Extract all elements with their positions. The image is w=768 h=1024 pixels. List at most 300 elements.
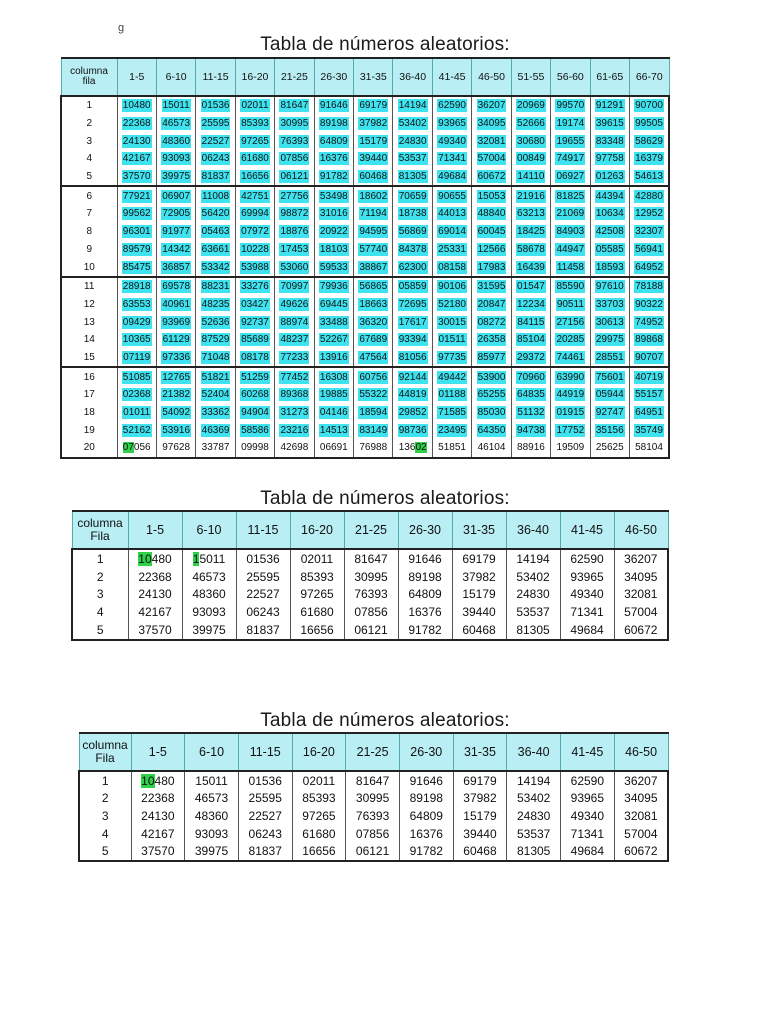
- table-row: [61, 439, 669, 458]
- cell-value: 09998: [241, 442, 269, 454]
- random-number-cell: [511, 132, 550, 150]
- random-number-cell: [551, 421, 590, 439]
- random-number-cell: [156, 96, 195, 115]
- table-row: [61, 132, 669, 150]
- cell-value: 64809: [409, 808, 443, 823]
- cell-value: 05944: [595, 389, 624, 401]
- random-number-cell: [275, 132, 314, 150]
- cell-value: 77921: [122, 190, 151, 202]
- random-number-cell: [196, 439, 235, 458]
- corner-header: [79, 733, 131, 771]
- cell-value: 17453: [280, 243, 309, 255]
- cell-value: 22368: [138, 569, 172, 584]
- cell-value: 34095: [624, 791, 658, 806]
- cell-value: 53916: [162, 424, 191, 436]
- random-number-cell: [393, 367, 432, 386]
- cell-value: 53988: [241, 261, 269, 273]
- cell-value: 53402: [516, 791, 551, 806]
- cell-value: 99562: [122, 208, 151, 220]
- row-number: 5: [61, 168, 117, 187]
- cell-value: 06243: [248, 826, 282, 841]
- random-number-cell: [156, 386, 195, 404]
- random-number-cell: [432, 386, 471, 404]
- random-number-cell: [614, 807, 668, 825]
- random-number-cell: [235, 96, 274, 115]
- random-number-cell: [432, 296, 471, 314]
- cell-value: 18594: [359, 407, 388, 419]
- cell-value: 89198: [319, 118, 348, 130]
- random-number-cell: [511, 115, 550, 133]
- random-number-cell: [156, 168, 195, 187]
- cell-value: 63213: [517, 208, 545, 220]
- cell-value: 16656: [300, 623, 334, 638]
- random-number-cell: [196, 349, 235, 368]
- cell-value: 71341: [438, 153, 466, 165]
- column-header: 46-50: [614, 511, 668, 549]
- cell-value: 90322: [635, 298, 663, 310]
- row-number: 12: [61, 296, 117, 314]
- cell-value: 51851: [438, 442, 466, 454]
- random-number-cell: [511, 205, 550, 223]
- random-number-cell: [472, 349, 511, 368]
- row-number: 13: [61, 313, 117, 331]
- highlighted-digits: 1: [192, 551, 200, 566]
- cell-value: 42508: [595, 226, 624, 238]
- random-number-cell: [511, 296, 550, 314]
- column-header: 31-35: [452, 511, 506, 549]
- cell-value: 29372: [517, 351, 545, 363]
- table-row: [61, 241, 669, 259]
- random-number-cell: [506, 549, 560, 568]
- random-number-cell: [590, 331, 629, 349]
- column-header: 36-40: [507, 733, 561, 771]
- random-number-cell: [432, 96, 471, 115]
- random-number-cell: [314, 404, 353, 422]
- cell-value: 97336: [162, 351, 191, 363]
- cell-value: 76988: [359, 442, 388, 454]
- random-number-cell: [398, 568, 452, 586]
- cell-value: 32307: [635, 226, 663, 238]
- cell-value: 84378: [398, 243, 427, 255]
- cell-value: 04146: [319, 407, 348, 419]
- random-number-cell: [590, 258, 629, 277]
- random-number-cell: [128, 568, 182, 586]
- random-number-cell: [238, 825, 292, 843]
- random-number-cell: [393, 258, 432, 277]
- cell-value: 37982: [462, 569, 496, 584]
- cell-value: 06907: [162, 190, 191, 202]
- cell-value: 05859: [398, 281, 427, 293]
- cell-value: 16308: [319, 371, 348, 383]
- cell-value: 58629: [635, 135, 663, 147]
- row-number: 19: [61, 421, 117, 439]
- random-number-cell: [399, 807, 453, 825]
- random-number-cell: [235, 421, 274, 439]
- random-number-cell: [399, 771, 453, 790]
- cell-value: 85393: [302, 791, 336, 806]
- random-number-cell: [432, 313, 471, 331]
- cell-value: 97610: [595, 281, 624, 293]
- random-number-cell: [314, 115, 353, 133]
- column-header: 21-25: [346, 733, 400, 771]
- random-number-cell: [393, 168, 432, 187]
- random-number-cell: [314, 223, 353, 241]
- cell-value: 39975: [194, 844, 229, 859]
- cell-value: 60756: [359, 371, 388, 383]
- cell-value: 39975: [162, 171, 191, 183]
- cell-value: 56865: [359, 281, 388, 293]
- cell-value: 06121: [280, 171, 309, 183]
- random-number-cell: [290, 549, 344, 568]
- random-number-cell: [156, 150, 195, 168]
- random-number-cell: [275, 96, 314, 115]
- cell-value: 14110: [517, 171, 545, 183]
- random-number-cell: [629, 386, 669, 404]
- random-number-cell: [590, 404, 629, 422]
- cell-value: 46573: [162, 118, 191, 130]
- cell-value: 25595: [248, 791, 282, 806]
- cell-value: 24130: [141, 808, 175, 823]
- corner-columna: columna: [77, 516, 123, 531]
- random-number-cell: [156, 296, 195, 314]
- random-number-cell: [182, 568, 236, 586]
- cell-value: 89368: [280, 389, 309, 401]
- random-number-cell: [354, 186, 393, 205]
- table-row: [72, 549, 668, 568]
- corner-header: [72, 511, 128, 549]
- random-number-cell: [452, 621, 506, 640]
- cell-value: 02368: [122, 389, 151, 401]
- cell-value: 17752: [556, 424, 585, 436]
- table-row: [72, 621, 668, 640]
- cell-value: 37570: [141, 844, 175, 859]
- random-number-cell: [290, 586, 344, 604]
- random-number-cell: [472, 404, 511, 422]
- random-number-cell: [511, 439, 550, 458]
- random-number-cell: [511, 186, 550, 205]
- column-header: 6-10: [182, 511, 236, 549]
- cell-value: 14342: [162, 243, 191, 255]
- random-number-cell: [182, 621, 236, 640]
- cell-value: 05585: [595, 243, 624, 255]
- random-number-cell: [196, 331, 235, 349]
- cell-value: 18602: [359, 190, 388, 202]
- cell-value: 01188: [438, 389, 466, 401]
- random-number-cell: [590, 421, 629, 439]
- random-number-cell: [275, 367, 314, 386]
- random-number-cell: [432, 439, 471, 458]
- random-number-cell: [511, 168, 550, 187]
- cell-value: 01536: [246, 551, 280, 566]
- random-number-cell: [128, 549, 182, 568]
- random-number-cell: [432, 421, 471, 439]
- column-header: 31-35: [453, 733, 507, 771]
- cell-value: 35749: [635, 424, 663, 436]
- cell-value: 07119: [123, 351, 151, 363]
- cell-value: 91646: [408, 551, 442, 566]
- row-number: 2: [72, 568, 128, 586]
- cell-value: 18593: [595, 261, 624, 273]
- table-row: [79, 790, 668, 808]
- cell-value: 51259: [241, 371, 269, 383]
- cell-value: 69014: [438, 226, 466, 238]
- random-number-cell: [551, 439, 590, 458]
- cell-value: 15011: [195, 773, 228, 788]
- cell-value: 42167: [122, 153, 151, 165]
- random-number-cell: [292, 825, 346, 843]
- cell-value: 12234: [517, 298, 545, 310]
- random-number-cell: [354, 439, 393, 458]
- row-number: 3: [61, 132, 117, 150]
- random-number-cell: [117, 186, 156, 205]
- cell-value: 39440: [462, 605, 496, 620]
- cell-value: 00849: [517, 153, 545, 165]
- random-number-cell: [399, 825, 453, 843]
- cell-value: 44947: [556, 243, 585, 255]
- cell-value: 19655: [556, 135, 585, 147]
- cell-value: 76393: [280, 135, 309, 147]
- cell-value: 36207: [624, 551, 658, 566]
- cell-value: 39440: [359, 153, 388, 165]
- column-header: 31-35: [354, 58, 393, 96]
- random-number-cell: [590, 205, 629, 223]
- random-number-cell: [511, 367, 550, 386]
- cell-value: 89868: [635, 334, 663, 346]
- cell-value: 08158: [438, 261, 466, 273]
- cell-value: 85030: [477, 407, 506, 419]
- random-number-cell: [590, 296, 629, 314]
- random-number-cell: [452, 603, 506, 621]
- random-number-cell: [393, 313, 432, 331]
- cell-value: 55322: [359, 389, 388, 401]
- cell-value: 46573: [194, 791, 229, 806]
- random-number-cell: [551, 96, 590, 115]
- cell-value: 64350: [477, 424, 506, 436]
- random-number-cell: [238, 790, 292, 808]
- random-number-cell: [511, 331, 550, 349]
- column-header: 16-20: [290, 511, 344, 549]
- random-number-cell: [560, 603, 614, 621]
- random-number-cell: [275, 349, 314, 368]
- cell-value: 81305: [398, 171, 427, 183]
- table-2-title: Tabla de números aleatorios:: [260, 488, 510, 509]
- cell-value: 96301: [122, 226, 151, 238]
- cell-value: 07056: [122, 442, 151, 454]
- cell-value: 14194: [398, 100, 427, 112]
- cell-value: 93394: [398, 334, 427, 346]
- column-header: 51-55: [511, 58, 550, 96]
- random-number-cell: [354, 421, 393, 439]
- random-number-cell: [354, 331, 393, 349]
- random-number-cell: [453, 771, 507, 790]
- cell-value: 53537: [516, 605, 550, 620]
- cell-value: 55157: [635, 389, 663, 401]
- cell-value: 77452: [280, 371, 309, 383]
- cell-value: 53060: [280, 261, 309, 273]
- column-header: 26-30: [399, 733, 453, 771]
- random-number-cell: [614, 825, 668, 843]
- column-header: 26-30: [398, 511, 452, 549]
- random-number-cell: [128, 603, 182, 621]
- random-number-cell: [393, 96, 432, 115]
- cell-value: 30995: [280, 118, 309, 130]
- random-number-cell: [511, 241, 550, 259]
- random-number-cell: [590, 241, 629, 259]
- random-number-cell: [393, 205, 432, 223]
- random-number-cell: [432, 205, 471, 223]
- cell-value: 18663: [359, 298, 388, 310]
- random-number-cell: [185, 842, 239, 861]
- cell-value: 15179: [462, 587, 496, 602]
- cell-value: 53537: [516, 826, 551, 841]
- random-number-cell: [560, 621, 614, 640]
- random-number-cell: [117, 168, 156, 187]
- table-row: [79, 842, 668, 861]
- random-numbers-table-excerpt-2: [78, 732, 669, 862]
- cell-value: 10365: [122, 334, 151, 346]
- cell-value: 97265: [302, 808, 336, 823]
- random-number-cell: [275, 168, 314, 187]
- random-number-cell: [235, 404, 274, 422]
- cell-value: 85393: [300, 569, 334, 584]
- cell-value: 49684: [570, 623, 604, 638]
- row-number: 4: [72, 603, 128, 621]
- table-row: [61, 168, 669, 187]
- cell-value: 75601: [595, 371, 624, 383]
- cell-value: 31595: [477, 281, 506, 293]
- cell-value: 93093: [192, 605, 226, 620]
- cell-value: 24830: [516, 808, 551, 823]
- random-number-cell: [629, 277, 669, 296]
- cell-value: 83149: [359, 424, 388, 436]
- cell-value: 17983: [477, 261, 506, 273]
- cell-value: 48360: [194, 808, 229, 823]
- random-number-cell: [292, 790, 346, 808]
- random-number-cell: [432, 404, 471, 422]
- cell-value: 25595: [201, 118, 230, 130]
- cell-value: 70960: [517, 371, 545, 383]
- cell-value: 30680: [517, 135, 545, 147]
- table-row: [79, 825, 668, 843]
- random-number-cell: [354, 96, 393, 115]
- row-number: 4: [79, 825, 131, 843]
- column-header: 36-40: [393, 58, 432, 96]
- random-number-cell: [511, 421, 550, 439]
- column-header: 1-5: [128, 511, 182, 549]
- cell-value: 23495: [438, 424, 466, 436]
- cell-value: 93093: [194, 826, 229, 841]
- cell-value: 89198: [408, 569, 442, 584]
- random-number-cell: [314, 421, 353, 439]
- random-number-cell: [511, 150, 550, 168]
- random-number-cell: [551, 205, 590, 223]
- cell-value: 13602: [398, 442, 427, 454]
- random-number-cell: [551, 367, 590, 386]
- random-number-cell: [507, 807, 561, 825]
- random-number-cell: [472, 367, 511, 386]
- cell-value: 31273: [280, 407, 309, 419]
- cell-value: 47564: [359, 351, 388, 363]
- cell-value: 07856: [355, 826, 390, 841]
- cell-value: 44394: [595, 190, 624, 202]
- random-number-cell: [614, 621, 668, 640]
- random-number-cell: [614, 771, 668, 790]
- random-number-cell: [314, 367, 353, 386]
- cell-value: 88974: [280, 316, 309, 328]
- random-number-cell: [561, 807, 615, 825]
- random-number-cell: [156, 439, 195, 458]
- random-number-cell: [472, 258, 511, 277]
- random-number-cell: [235, 186, 274, 205]
- random-number-cell: [235, 205, 274, 223]
- cell-value: 63661: [201, 243, 230, 255]
- random-number-cell: [551, 115, 590, 133]
- random-number-cell: [238, 807, 292, 825]
- cell-value: 01915: [556, 407, 585, 419]
- random-number-cell: [507, 825, 561, 843]
- cell-value: 29852: [398, 407, 427, 419]
- random-number-cell: [629, 186, 669, 205]
- random-number-cell: [472, 132, 511, 150]
- cell-value: 81837: [246, 623, 280, 638]
- random-number-cell: [275, 439, 314, 458]
- cell-value: 54613: [635, 171, 663, 183]
- random-number-cell: [275, 296, 314, 314]
- random-numbers-table-excerpt-1: [71, 510, 669, 641]
- cell-value: 44919: [556, 389, 585, 401]
- cell-value: 63990: [556, 371, 585, 383]
- row-number: 20: [61, 439, 117, 458]
- random-number-cell: [551, 223, 590, 241]
- cell-value: 52180: [438, 298, 466, 310]
- random-number-cell: [275, 421, 314, 439]
- column-header: 11-15: [236, 511, 290, 549]
- random-number-cell: [156, 258, 195, 277]
- cell-value: 19885: [319, 389, 348, 401]
- cell-value: 30613: [595, 316, 624, 328]
- cell-value: 39975: [192, 623, 226, 638]
- cell-value: 91646: [409, 773, 443, 788]
- random-number-cell: [156, 331, 195, 349]
- cell-value: 16376: [409, 826, 443, 841]
- random-number-cell: [196, 258, 235, 277]
- cell-value: 99505: [635, 118, 663, 130]
- random-number-cell: [117, 277, 156, 296]
- cell-value: 20922: [319, 226, 348, 238]
- cell-value: 39615: [595, 118, 624, 130]
- table-row: [61, 258, 669, 277]
- column-header: 11-15: [238, 733, 292, 771]
- cell-value: 06927: [556, 171, 585, 183]
- random-number-cell: [590, 96, 629, 115]
- random-number-cell: [561, 771, 615, 790]
- random-number-cell: [511, 386, 550, 404]
- cell-value: 06121: [355, 844, 390, 859]
- cell-value: 69179: [359, 100, 388, 112]
- random-number-cell: [614, 568, 668, 586]
- cell-value: 49626: [280, 298, 309, 310]
- column-header: 41-45: [432, 58, 471, 96]
- row-number: 14: [61, 331, 117, 349]
- cell-value: 90707: [635, 351, 663, 363]
- random-number-cell: [506, 603, 560, 621]
- table-row: [61, 421, 669, 439]
- random-number-cell: [398, 586, 452, 604]
- cell-value: 05463: [201, 226, 230, 238]
- cell-value: 38867: [359, 261, 388, 273]
- cell-value: 71341: [570, 826, 605, 841]
- random-number-cell: [472, 205, 511, 223]
